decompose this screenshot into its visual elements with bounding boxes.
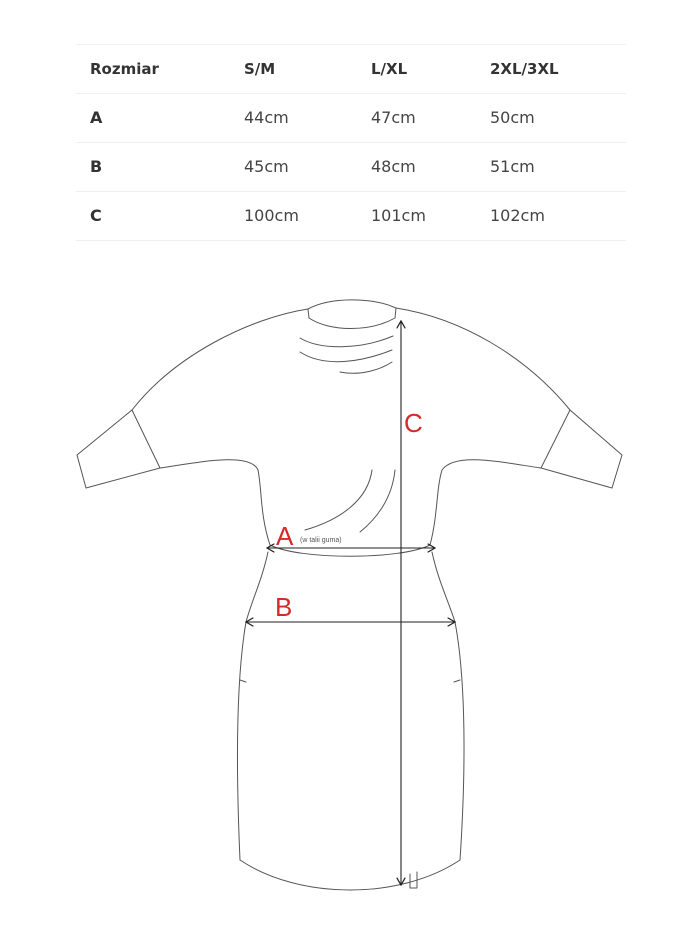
header-size: Rozmiar — [90, 60, 159, 78]
label-a: A — [276, 521, 294, 551]
table-cell: 51cm — [490, 157, 535, 176]
row-label: B — [90, 157, 103, 176]
header-lxl: L/XL — [371, 60, 408, 78]
header-sm: S/M — [244, 60, 276, 78]
table-row-c — [76, 191, 626, 241]
header-2xl3xl: 2XL/3XL — [490, 60, 559, 78]
label-b: B — [275, 592, 293, 622]
table-cell: 44cm — [244, 108, 289, 127]
table-row-a — [76, 93, 626, 142]
dress-outline — [77, 300, 622, 890]
table-cell: 100cm — [244, 206, 299, 225]
table-header-row — [76, 44, 626, 93]
table-cell: 50cm — [490, 108, 535, 127]
label-a-note: (w talii guma) — [300, 537, 342, 544]
label-c: C — [404, 408, 423, 438]
table-cell: 45cm — [244, 157, 289, 176]
row-label: A — [90, 108, 103, 127]
row-label: C — [90, 206, 102, 225]
table-cell: 102cm — [490, 206, 545, 225]
table-cell: 48cm — [371, 157, 416, 176]
table-row-b — [76, 142, 626, 191]
dress-diagram — [0, 280, 700, 933]
size-table — [76, 44, 626, 241]
table-cell: 101cm — [371, 206, 426, 225]
table-cell: 47cm — [371, 108, 416, 127]
